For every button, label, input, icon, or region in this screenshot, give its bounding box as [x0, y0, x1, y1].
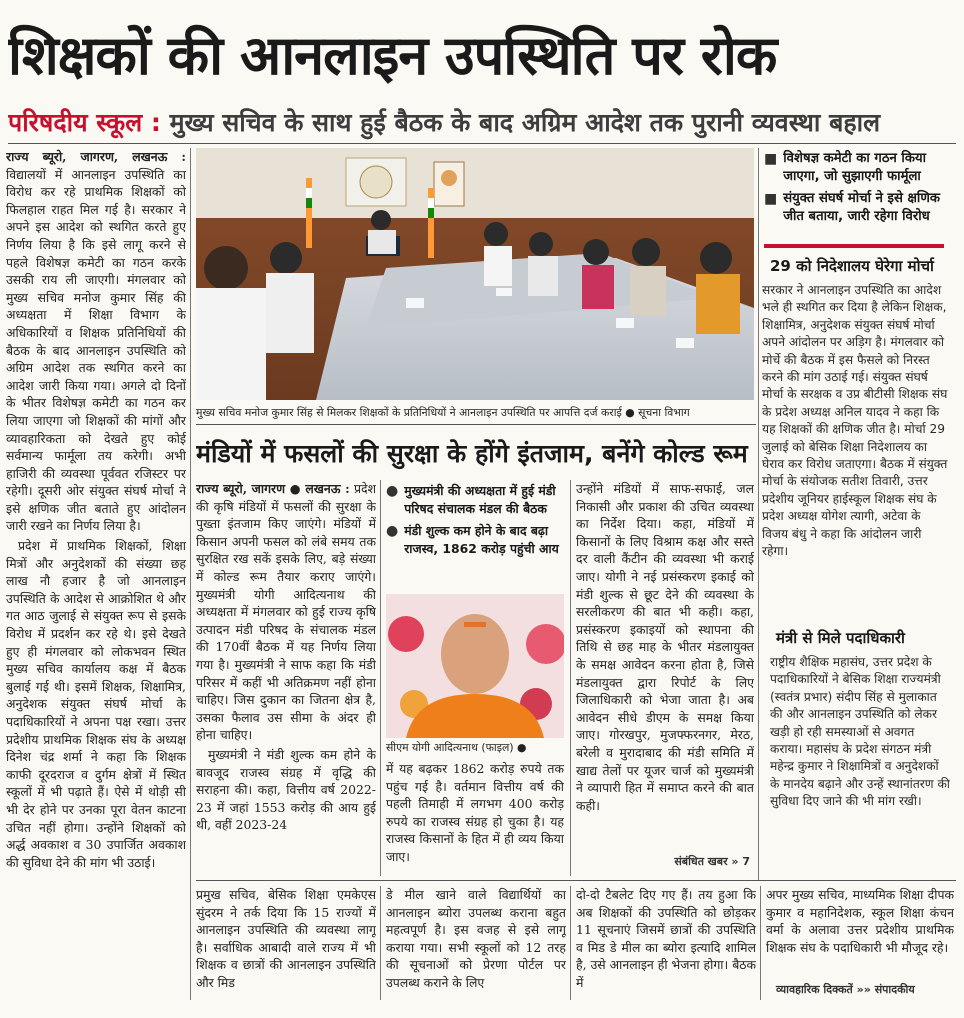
column-divider: [190, 148, 191, 1000]
related-link[interactable]: संबंधित खबर » 7: [674, 855, 750, 868]
mandi-column-1: [196, 480, 376, 878]
sidebar-heading: 29 को निदेशालय घेरेगा मोर्चा: [770, 257, 934, 275]
red-divider: [764, 244, 944, 248]
editorial-link[interactable]: व्यावहारिक दिक्कतें »» संपादकीय: [776, 983, 915, 996]
highlight-item: ■ विशेषज्ञ कमेटी का गठन किया जाएगा, जो सुझाएगी फार्मूला: [764, 151, 927, 184]
mandi-headline: मंडियों में फसलों की सुरक्षा के होंगे इंतजाम, बनेंगे कोल्ड रूम: [196, 439, 748, 468]
column-divider: [570, 886, 571, 1000]
mandi-highlights: [386, 482, 564, 562]
mandi-column-3: [576, 480, 754, 852]
bottom-column-2: डे मील खाने वाले विद्यार्थियों का आनलाइन ब्योरा उपलब्ध कराना बहुत महत्वपूर्ण है। इस वजह से इसे लागू कराया गया। सभी स्कूलों को 12 तरह की सूचनाओं को प्रेरणा पोर्टल पर उपलब्ध कराने के लिए: [386, 887, 566, 990]
divider: [8, 143, 956, 144]
bullet-icon: ●: [386, 523, 399, 539]
bottom-column-3: दो-दो टैबलेट दिए गए हैं। तय हुआ कि अब शिक्षकों की उपस्थिति को छोड़कर 11 सूचनाएं जिसमें छात्रों की उपस्थिति व मिड डे मील का ब्योरा इत्यादि शामिल है, उसे आनलाइन ही भेजना होगा। बैठक में: [576, 887, 756, 990]
page-headline: शिक्षकों की आनलाइन उपस्थिति पर रोक: [8, 24, 777, 87]
paragraph: उन्होंने मंडियों में साफ-सफाई, जल निकासी और प्रकाश की उचित व्यवस्था का निर्देश दिया। कहा, मंडियों में किसानों के लिए विश्राम कक्ष और सस्ते दर वाली कैंटीन की व्यवस्था भी कराई जाए। योगी ने नई प्रसंस्करण इकाई को मंडी शुल्क से छूट देने की व्यवस्था के सरलीकरण की बात भी कही। कहा, प्रसंस्करण इकाइयों को स्थापना की तिथि से छह माह के भीतर मंडलायुक्त के समक्ष आवेदन करना होता है, जिसे मंडलायुक्त द्वारा रिपोर्ट के लिए जिलाधिकारी को भेजा जाता है। अब आवेदन सीधे डीएम के समक्ष किया जाए। गोरखपुर, मुजफ्फरनगर, मेरठ, बरेली व मुरादाबाद की मंडी समिति में खाद्य तेलों पर यूजर चार्ज को मुख्यमंत्री ने व्यापारी हित में समाप्त करने की बात कही।: [576, 481, 754, 813]
bottom-column-4: अपर मुख्य सचिव, माध्यमिक शिक्षा दीपक कुमार व महानिदेशक, स्कूल शिक्षा कंचन वर्मा के अलावा उत्तर प्रदेशीय प्राथमिक शिक्षक संघ के पदाधिकारी भी मौजूद रहे।: [766, 887, 954, 955]
paragraph: प्रदेश में प्राथमिक शिक्षकों, शिक्षा मित्रों और अनुदेशकों की संख्या छह लाख नौ हजार है जो आनलाइन उपस्थिति के आदेश से आक्रोशित थे और गत आठ जुलाई से संयुक्त रूप से इसके विरोध में प्रदर्शन कर रहे थे। इसे देखते हुए ही मंगलवार को लोकभवन स्थित मुख्य सचिव कार्यालय कक्ष में बैठक बुलाई गई थी। इसमें शिक्षक, शिक्षामित्र, अनुदेशक संयुक्त संघर्ष मोर्चा के पदाधिकारियों ने अपना पक्ष रखा। उत्तर प्रदेशीय प्राथमिक शिक्षक संघ के अध्यक्ष दिनेश चंद्र शर्मा ने कहा कि शिक्षक काफी दूरदराज व दुर्गम क्षेत्रों में स्थित स्कूलों में भी पढ़ाते हैं। ऐसे में थोड़ी सी भी देर होने पर उनका पूरा वेतन काटना उचित नहीं होगा। उन्होंने शिक्षकों को अर्द्ध अवकाश व 30 उपार्जित अवकाश की सुविधा देने की मांग भी उठाई।: [6, 538, 186, 870]
bullet-icon: ■: [764, 191, 778, 207]
mandi-column-2: [386, 760, 564, 878]
highlight-item: ● मुख्यमंत्री की अध्यक्षता में हुई मंडी परिषद संचालक मंडल की बैठक: [386, 483, 556, 516]
meeting-photo: [196, 148, 754, 400]
column-divider: [380, 480, 381, 876]
cm-photo: [386, 594, 564, 738]
paragraph: मुख्यमंत्री ने मंडी शुल्क कम होने के बावजूद राजस्व संग्रह में वृद्धि की सराहना की। कहा, वित्तीय वर्ष 2022-23 में जहां 1553 करोड़ की आय हुई थी, वहीं 2023-24: [196, 746, 376, 833]
divider: [196, 880, 956, 881]
photo-credit: ● सूचना विभाग: [625, 406, 690, 419]
subhead-kicker: परिषदीय स्कूल :: [8, 108, 161, 137]
photo-caption-text: मुख्य सचिव मनोज कुमार सिंह से मिलकर शिक्षकों के प्रतिनिधियों ने आनलाइन उपस्थिति पर आपत्ति दर्ज कराई: [196, 406, 622, 419]
column-divider: [758, 148, 759, 880]
column-divider: [760, 886, 761, 1000]
bottom-column-1: प्रमुख सचिव, बेसिक शिक्षा एमकेएस सुंदरम ने तर्क दिया कि 15 राज्यों में आनलाइन उपस्थिति की व्यवस्था लागू है। सर्वाधिक आबादी वाले राज्य में भी शिक्षक व छात्रों की आनलाइन उपस्थिति और मिड: [196, 887, 376, 990]
bullet-icon: ●: [386, 483, 399, 499]
highlights-box: [764, 150, 944, 230]
paragraph: विद्यालयों में आनलाइन उपस्थिति का विरोध कर रहे प्राथमिक शिक्षकों को फिलहाल राहत मिल गई है। सरकार ने अपने इस आदेश को स्थगित करते हुए निर्णय लिया है कि इसे लागू करने से पहले विशेषज्ञ कमेटी का गठन करके उसकी राय ली जाएगी। मंगलवार को मुख्य सचिव मनोज कुमार सिंह की अध्यक्षता में शिक्षा विभाग के अधिकारियों व शिक्षक प्रतिनिधियों की बैठक के बाद आनलाइन उपस्थिति को अग्रिम आदेश तक स्थगित करने का आदेश जारी किया गया। अगले दो दिनों के भीतर विशेषज्ञ कमेटी का गठन कर लिया जाएगा जो शिक्षकों की मांगों और व्यावहारिकता को देखते हुए कोई सर्वमान्य फार्मूला तय करेगी। अभी हाजिरी की व्यवस्था पूर्ववत रजिस्टर पर रहेगी। दूसरी ओर संयुक्त संघर्ष मोर्चा ने इसे क्षणिक जीत बताते हुए आंदोलन जारी रखने का निर्णय लिया है।: [6, 166, 186, 534]
subheadline: [8, 104, 956, 142]
highlight-item: ■ संयुक्त संघर्ष मोर्चा ने इसे क्षणिक जीत बताया, जारी रहेगा विरोध: [764, 191, 941, 224]
dateline: राज्य ब्यूरो, जागरण, लखनऊ :: [6, 149, 186, 164]
divider: [196, 424, 756, 425]
bullet-icon: ■: [764, 151, 778, 167]
highlight-item: ● मंडी शुल्क कम होने के बाद बढ़ा राजस्व, 1862 करोड़ पहुंची आय: [386, 523, 559, 556]
column-divider: [380, 886, 381, 1000]
subhead-text: मुख्य सचिव के साथ हुई बैठक के बाद अग्रिम आदेश तक पुरानी व्यवस्था बहाल: [160, 108, 881, 137]
sidebar-text: सरकार ने आनलाइन उपस्थिति का आदेश भले ही स्थगित कर दिया है लेकिन शिक्षक, शिक्षामित्र, अनुदेशक संयुक्त संघर्ष मोर्चा अपने आंदोलन पर अड़िग है। मंगलवार को मोर्चे की बैठक में इस फैसले को निरस्त करने की मांग उठाई गई। संयुक्त संघर्ष मोर्चा के सरक्षक व उप्र बीटीसी शिक्षक संघ के प्रदेश अध्यक्ष अनिल यादव ने कहा कि यह शिक्षकों की क्षणिक जीत है। मोर्चा 29 जुलाई को बेसिक शिक्षा निदेशालय का घेराव कर विरोध जताएगा। बैठक में संयुक्त मोर्चा के संयोजक सतीश तिवारी, उत्तर प्रदेशीय जूनियर हाईस्कूल शिक्षक संघ के प्रदेश अध्यक्ष योगेश त्यागी, अटेवा के विजय बंधु ने कहा कि आंदोलन जारी रहेगा।: [762, 283, 948, 559]
left-column-article: [6, 148, 186, 1000]
sidebar-text: राष्ट्रीय शैक्षिक महासंघ, उत्तर प्रदेश के पदाधिकारियों ने बेसिक शिक्षा राज्यमंत्री (स्वतंत्र प्रभार) संदीप सिंह से मुलाकात की और आनलाइन उपस्थिति को लेकर खड़ी हो रही समस्याओं से अवगत कराया। महासंघ के प्रदेश संगठन मंत्री महेन्द्र कुमार ने शिक्षामित्रों व अनुदेशकों के मानदेय बढ़ाने और उन्हें स्थानांतरण की सुविधा दिए जाने की भी मांग रखी।: [770, 655, 950, 809]
paragraph: प्रदेश की कृषि मंडियों में फसलों की सुरक्षा के पुख्ता इंतजाम किए जाएंगे। मंडियों में किसान अपनी फसल को लंबे समय तक सुरक्षित रख सकें इसके लिए, बड़े संख्या में कोल्ड रूम तैयार कराए जाएंगे। मुख्यमंत्री योगी आदित्यनाथ की अध्यक्षता में मंगलवार को हुई राज्य कृषि उत्पादन मंडी परिषद के संचालक मंडल की 170वीं बैठक में यह निर्णय लिया गया है। मुख्यमंत्री ने साफ कहा कि मंडी परिसर में कहीं भी अतिक्रमण नहीं होना चाहिए। जिस दुकान का जितना क्षेत्र है, उसका फैलाव उस सीमा के अंदर ही होना चाहिए।: [196, 481, 376, 743]
paragraph: में यह बढ़कर 1862 करोड़ रुपये तक पहुंच गई है। वर्तमान वित्तीय वर्ष की पहली तिमाही में लगभग 400 करोड़ रुपये का राजस्व संग्रह हो चुका है। यह राजस्व किसानों के हित में ही व्यय किया जाए।: [386, 761, 564, 864]
photo-caption: [196, 405, 756, 420]
column-divider: [570, 480, 571, 876]
cm-photo-caption: सीएम योगी आदित्यनाथ (फाइल) ●: [386, 741, 527, 754]
sidebar-heading: मंत्री से मिले पदाधिकारी: [776, 629, 905, 647]
dateline: राज्य ब्यूरो, जागरण ● लखनऊ :: [196, 481, 350, 496]
